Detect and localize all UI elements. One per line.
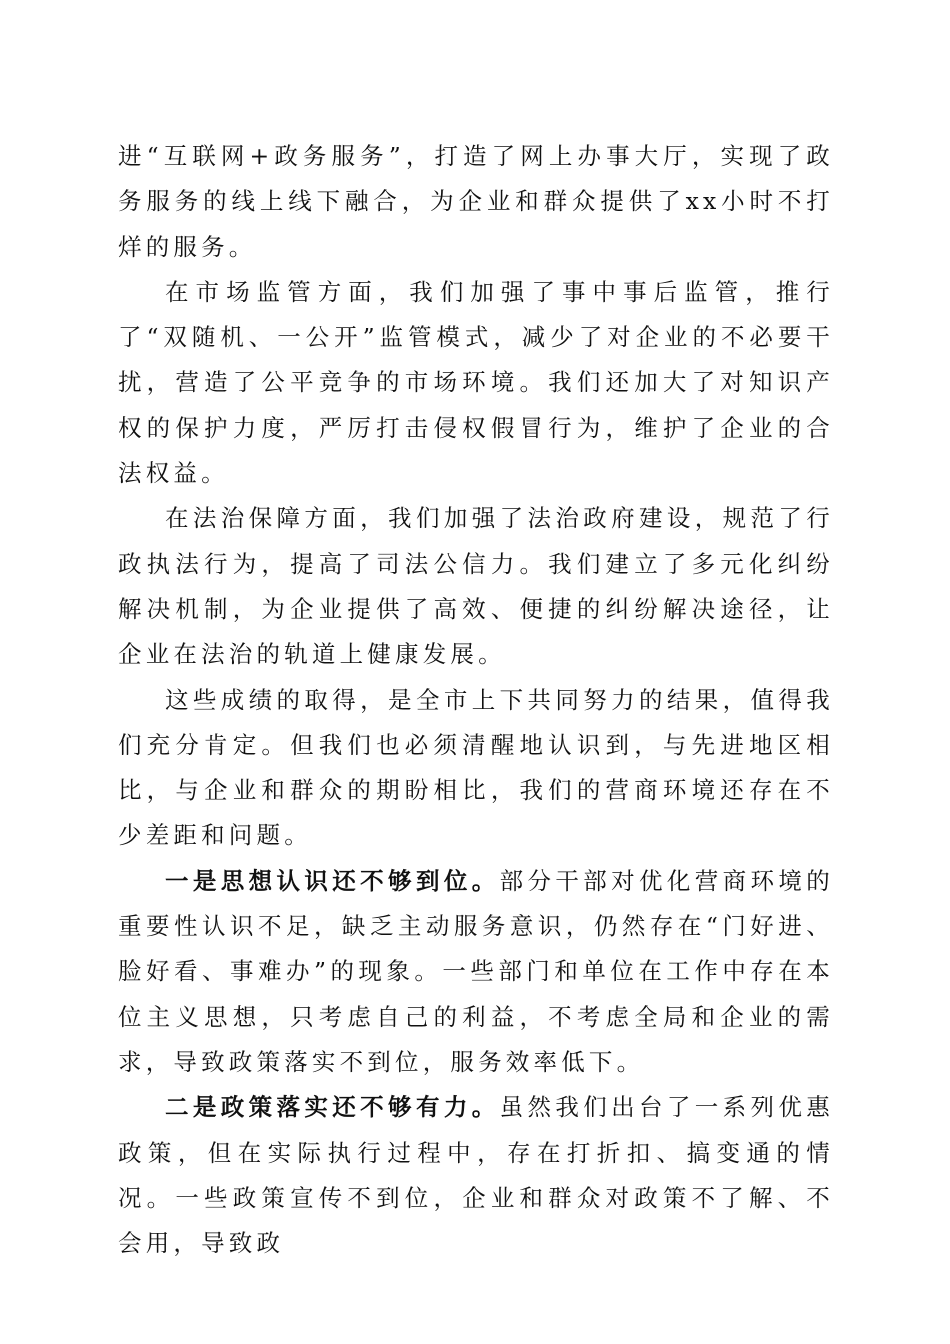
- paragraph-text: 部分干部对优化营商环境的重要性认识不足，缺乏主动服务意识，仍然存在“门好进、脸好看、事难办”的现象。一些部门和单位在工作中存在本位主义思想，只考虑自己的利益，不考虑全局和企业的需求，导致政策落实不到位，服务效率低下。: [118, 866, 834, 1076]
- paragraph-lead-bold: 二是政策落实还不够有力。: [165, 1093, 500, 1122]
- paragraph-rule-of-law: [118, 496, 834, 677]
- paragraph-text: 在法治保障方面，我们加强了法治政府建设，规范了行政执法行为，提高了司法公信力。我们建立了多元化纠纷解决机制，为企业提供了高效、便捷的纠纷解决途径，让企业在法治的轨道上健康发展。: [118, 504, 834, 669]
- paragraph-lead-bold: 一是思想认识还不够到位。: [165, 866, 500, 895]
- paragraph-market-supervision: [118, 270, 834, 496]
- paragraph-continued: [118, 134, 834, 270]
- paragraph-text: 虽然我们出台了一系列优惠政策，但在实际执行过程中，存在打折扣、搞变通的情况。一些政策宣传不到位，企业和群众对政策不了解、不会用，导致政: [118, 1093, 834, 1258]
- paragraph-issue-one: [118, 859, 834, 1085]
- document-body: [118, 134, 834, 1266]
- paragraph-issue-two: [118, 1085, 834, 1266]
- paragraph-text: 在市场监管方面，我们加强了事中事后监管，推行了“双随机、一公开”监管模式，减少了对企业的不必要干扰，营造了公平竞争的市场环境。我们还加大了对知识产权的保护力度，严厉打击侵权假冒行为，维护了企业的合法权益。: [118, 277, 834, 488]
- paragraph-achievements: [118, 678, 834, 859]
- paragraph-text: 进“互联网+政务服务”，打造了网上办事大厅，实现了政务服务的线上线下融合，为企业和群众提供了xx小时不打烊的服务。: [118, 142, 834, 261]
- paragraph-text: 这些成绩的取得，是全市上下共同努力的结果，值得我们充分肯定。但我们也必须清醒地认识到，与先进地区相比，与企业和群众的期盼相比，我们的营商环境还存在不少差距和问题。: [118, 685, 834, 850]
